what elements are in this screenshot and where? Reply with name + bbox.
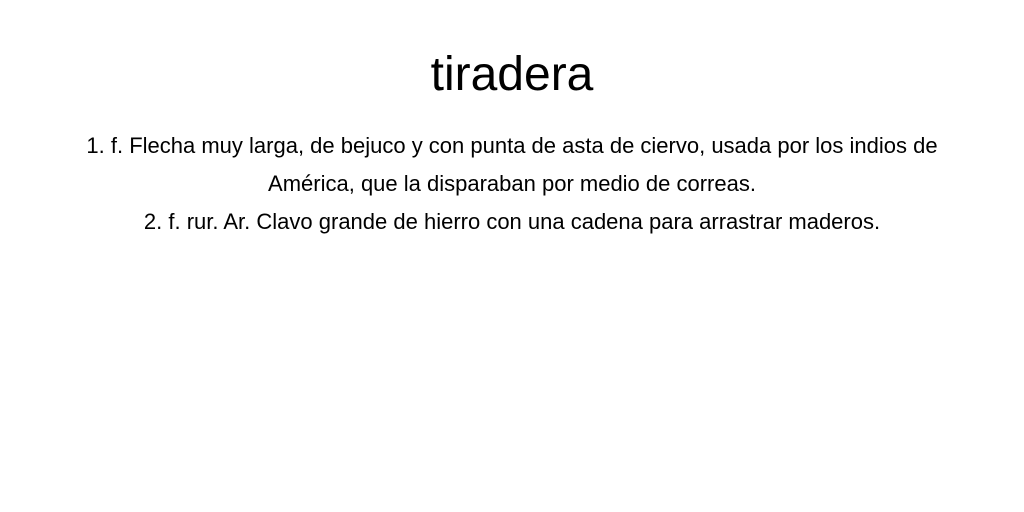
definition-item: 2. f. rur. Ar. Clavo grande de hierro con una cadena para arrastrar maderos. [143, 209, 881, 234]
headword: tiradera [430, 48, 594, 101]
definition-list [62, 127, 962, 241]
definition-item: 1. f. Flecha muy larga, de bejuco y con punta de asta de ciervo, usada por los indios de América, que la disparaban por medio de correas. [86, 133, 938, 196]
